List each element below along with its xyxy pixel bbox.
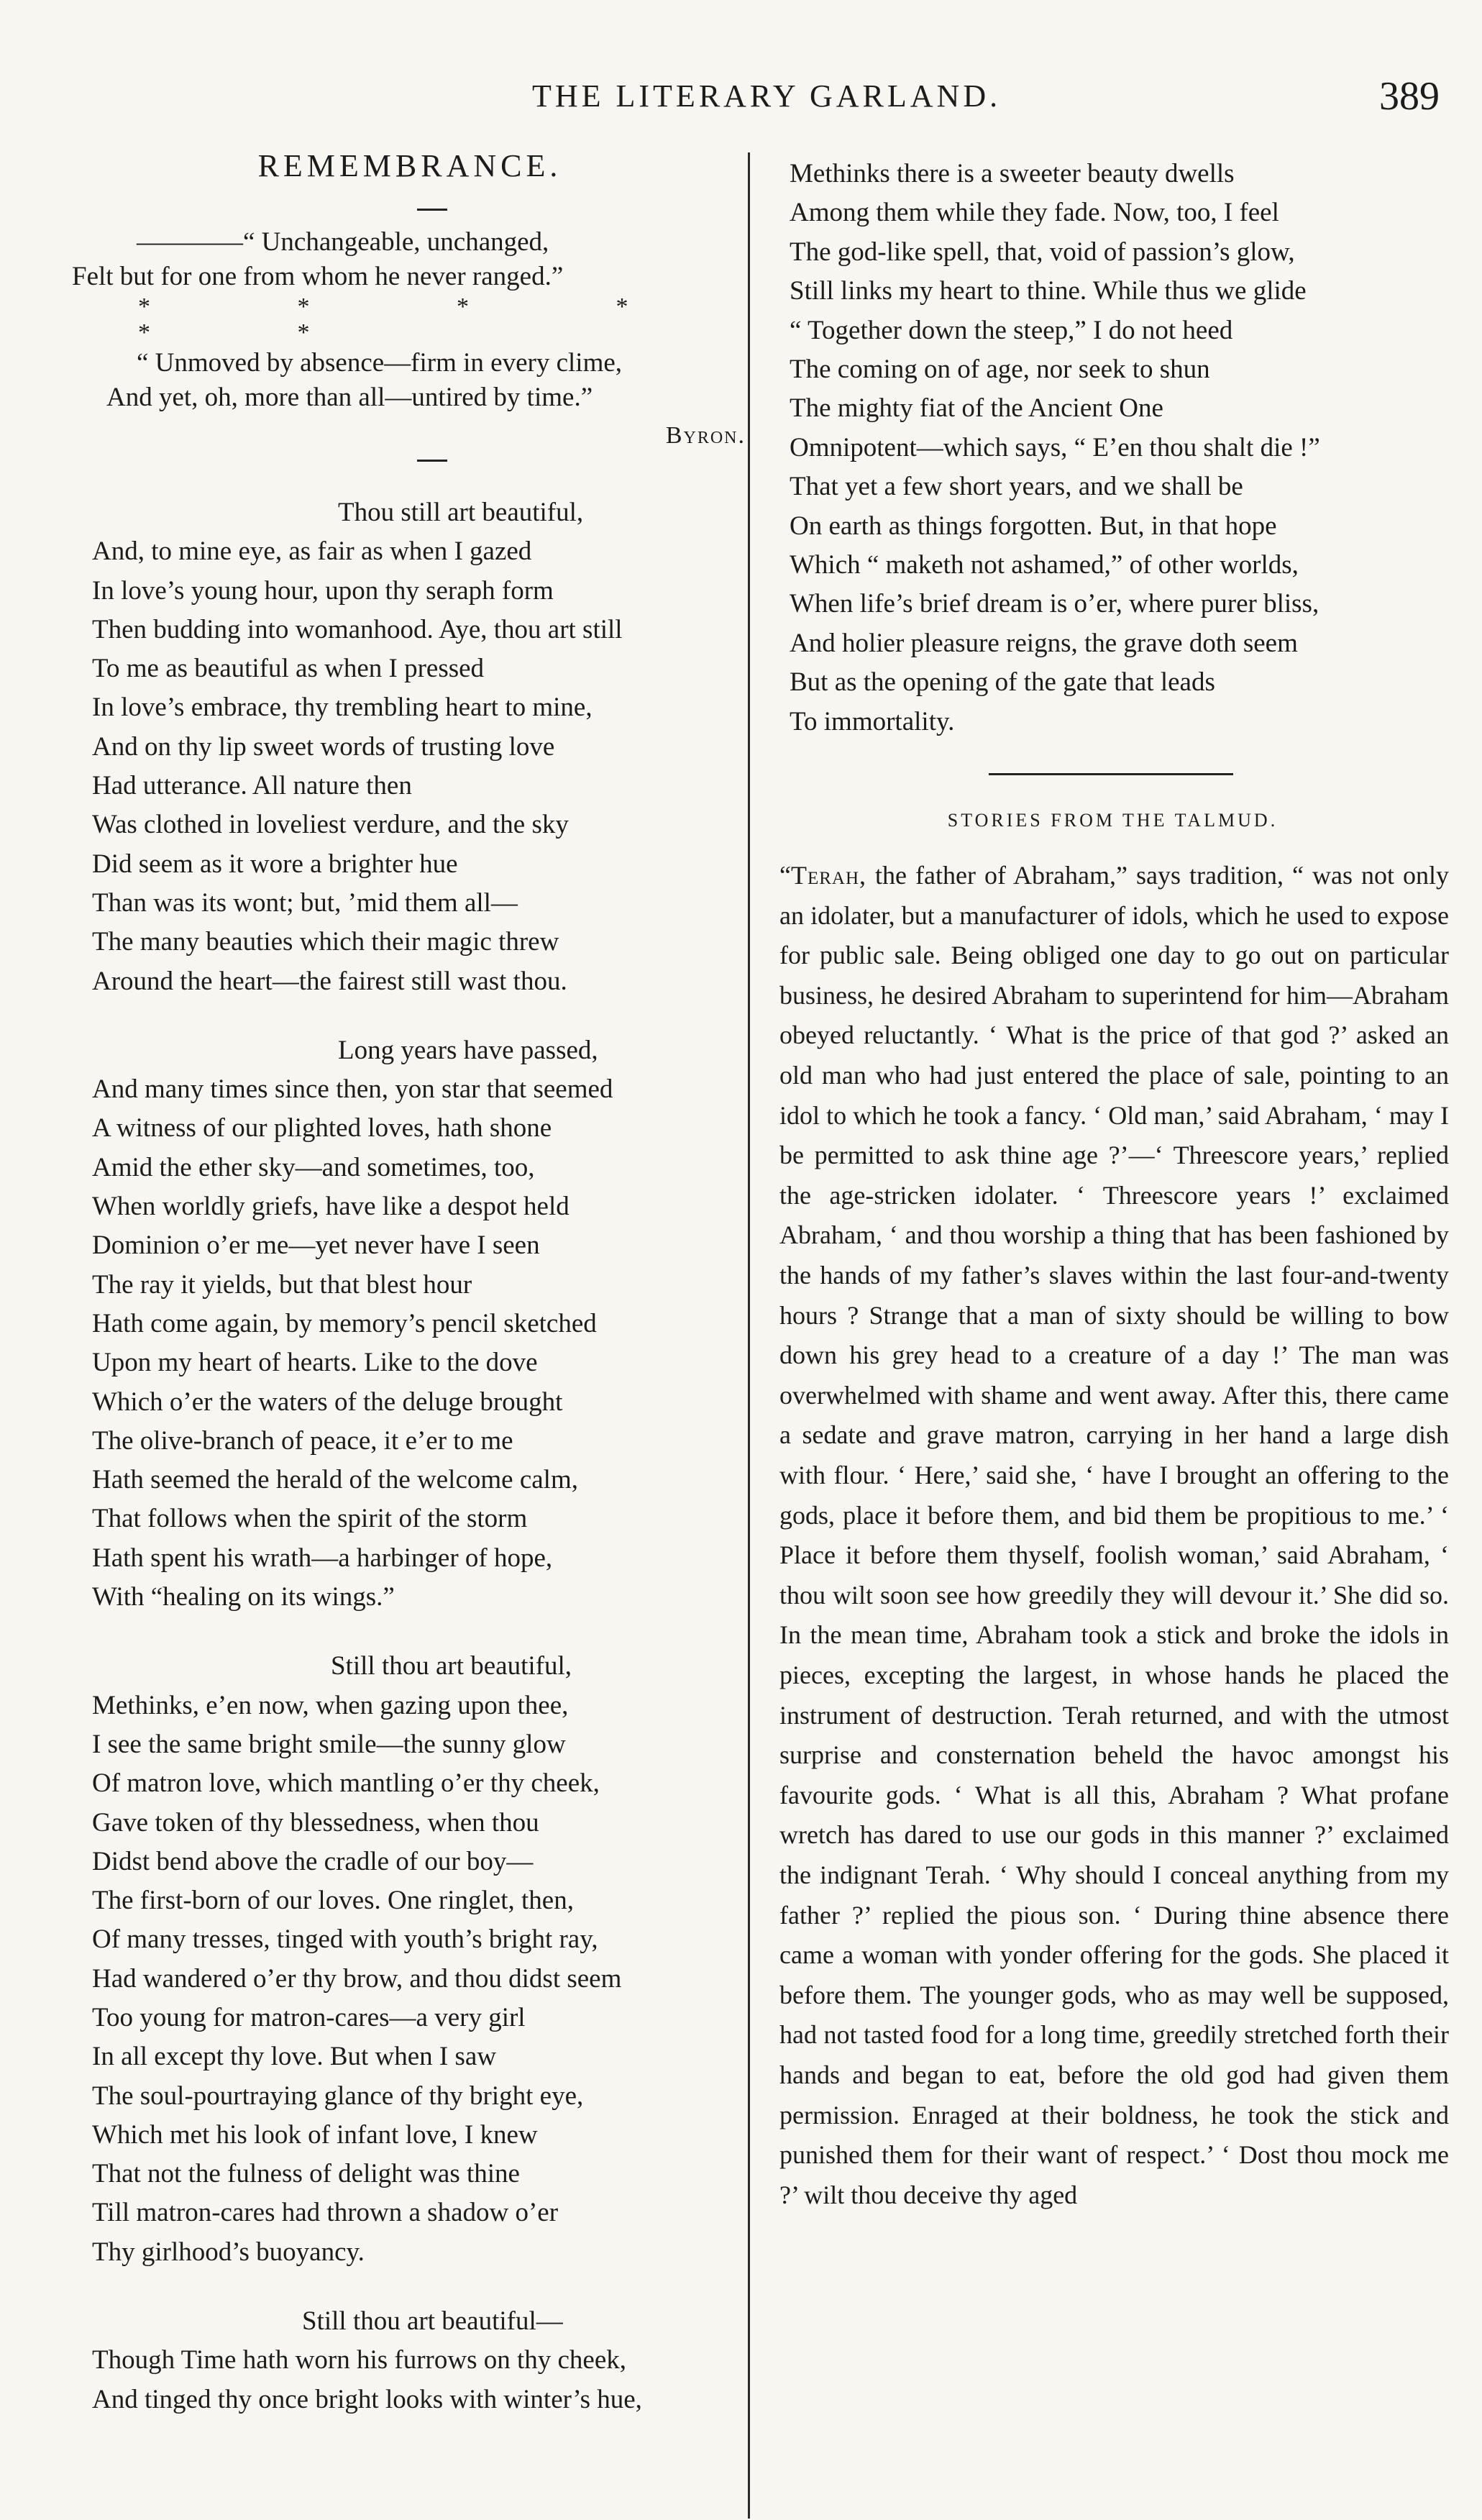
verse-line: The ray it yields, but that blest hour	[92, 1269, 472, 1300]
verse-line: Hath spent his wrath—a harbinger of hope,	[92, 1543, 553, 1573]
verse-line: Long years have passed,	[338, 1035, 598, 1065]
verse-line: Though Time hath worn his furrows on thy cheek,	[92, 2345, 627, 2375]
verse-line: Dominion o’er me—yet never have I seen	[92, 1231, 540, 1261]
verse-line: Hath seemed the herald of the welcome calm,	[92, 1465, 578, 1495]
story-first-word: Terah,	[790, 861, 867, 890]
verse-line: And on thy lip sweet words of trusting love	[92, 731, 555, 762]
title-rule	[417, 209, 447, 211]
verse-line: The coming on of age, nor seek to shun	[790, 355, 1210, 385]
verse-line: Did seem as it wore a brighter hue	[92, 849, 458, 879]
verse-line: Which o’er the waters of the deluge brought	[92, 1387, 563, 1417]
verse-line: To me as beautiful as when I pressed	[92, 654, 485, 684]
verse-line: With “healing on its wings.”	[92, 1582, 395, 1612]
verse-line: Had utterance. All nature then	[92, 771, 412, 801]
verse-line: And holier pleasure reigns, the grave doth seem	[790, 628, 1298, 658]
verse-line: In all except thy love. But when I saw	[92, 2042, 497, 2072]
epigraph-line: And yet, oh, more than all—untired by time.”	[106, 383, 593, 412]
verse-line: Than was its wont; but, ’mid them all—	[92, 887, 518, 918]
verse-line: The mighty fiat of the Ancient One	[790, 393, 1163, 424]
epigraph-rule	[417, 460, 447, 462]
verse-line: When worldly griefs, have like a despot held	[92, 1192, 570, 1222]
verse-line: Methinks there is a sweeter beauty dwells	[790, 159, 1235, 188]
verse-line: When life’s brief dream is o’er, where purer bliss,	[790, 589, 1319, 619]
stanza-4	[72, 2302, 751, 2419]
poem-continuation	[777, 155, 1449, 741]
verse-line: Around the heart—the fairest still wast thou.	[92, 966, 567, 996]
epigraph-line: “ Unmoved by absence—firm in every clime,	[137, 348, 623, 378]
verse-line: “ Together down the steep,” I do not heed	[790, 315, 1233, 345]
epigraph-line: Felt but for one from whom he never ranged.”	[72, 262, 564, 291]
verse-line: That follows when the spirit of the storm	[92, 1504, 528, 1534]
verse-line: Still thou art beautiful—	[302, 2306, 563, 2337]
verse-line: To immortality.	[790, 706, 955, 736]
verse-line: In love’s young hour, upon thy seraph form	[92, 575, 554, 606]
verse-line: And many times since then, yon star that seemed	[92, 1074, 613, 1105]
verse-line: Still thou art beautiful,	[331, 1651, 572, 1681]
verse-line: The soul-pourtraying glance of thy bright eye,	[92, 2081, 584, 2111]
verse-line: Had wandered o’er thy brow, and thou didst seem	[92, 1963, 622, 1994]
verse-line: Gave token of thy blessedness, when thou	[92, 1807, 539, 1838]
verse-line: Then budding into womanhood. Aye, thou art still	[92, 614, 623, 644]
right-column	[777, 155, 1449, 2215]
verse-line: Thou still art beautiful,	[338, 498, 584, 527]
verse-line: Methinks, e’en now, when gazing upon thee,	[92, 1690, 569, 1720]
verse-line: Of matron love, which mantling o’er thy cheek,	[92, 1768, 600, 1799]
verse-line: Omnipotent—which says, “ E’en thou shalt die !”	[790, 432, 1320, 462]
epigraph-line: ————“ Unchangeable, unchanged,	[137, 227, 549, 257]
verse-line: Still links my heart to thine. While thus we glide	[790, 276, 1307, 306]
story-text: the father of Abraham,” says tradition, “ was not only an idolater, but a manufacturer of idols, which he used to expose for public sale. Being obliged one day to go out on particular business, he desired Abraham to superintend for him—Abraham obeyed reluctantly. ‘ What is the price of that god ?’ asked an old man who had just entered the place of sale, pointing to an idol to which he took a fancy. ‘ Old man,’ said Abraham, ‘ may I be permitted to ask thine age ?’—‘ Threescore years,’ replied the age-stricken idolater. ‘ Threescore years !’ exclaimed Abraham, ‘ and thou worship a thing that has been fashioned by the hands of my father’s slaves within the last four-and-twenty hours ? Strange that a man of sixty should be willing to bow down his grey head to a creature of a day !’ The man was overwhelmed with shame and went away. After this, there came a sedate and grave matron, carrying in her hand a large dish with flour. ‘ Here,’ said she, ‘ have I brought an offering to the gods, place it before them, and bid them be propitious to me.’ ‘ Place it before them thyself, foolish woman,’ said Abraham, ‘ thou wilt soon see how greedily they will devour it.’ She did so. In the mean time, Abraham took a stick and broke the idols in pieces, excepting the largest, in whose hands he placed the instrument of destruction. Terah returned, and with the utmost surprise and consternation beheld the havoc amongst his favourite gods. ‘ What is all this, Abraham ? What profane wretch has dared to use our gods in this manner ?’ exclaimed the indignant Terah. ‘ Why should I conceal anything from my father ?’ replied the pious son. ‘ During thine absence there came a woman with yonder offering for the gods. She placed it before them. The younger gods, who as may well be supposed, had not tasted food for a long time, greedily stretched forth their hands and began to eat, before the old god had given them permission. Enraged at their boldness, he took the stick and punished them for their want of respect.’ ‘ Dost thou mock me ?’ wilt thou deceive thy aged	[779, 861, 1449, 2209]
story-body: “Terah, the father of Abraham,” says tradition, “ was not only an idolater, but a manufacturer of idols, which he used to expose for public sale. Being obliged one day to go out on particular business, he desired Abraham to superintend for him—Abraham obeyed reluctantly. ‘ What is the price of that god ?’ asked an old man who had just entered the place of sale, pointing to an idol to which he took a fancy. ‘ Old man,’ said Abraham, ‘ may I be permitted to ask thine age ?’—‘ Threescore years,’ replied the age-stricken idolater. ‘ Threescore years !’ exclaimed Abraham, ‘ and thou worship a thing that has been fashioned by the hands of my father’s slaves within the last four-and-twenty hours ? Strange that a man of sixty should be willing to bow down his grey head to a creature of a day !’ The man was overwhelmed with shame and went away. After this, there came a sedate and grave matron, carrying in her hand a large dish with flour. ‘ Here,’ said she, ‘ have I brought an offering to the gods, place it before them, and bid them be propitious to me.’ ‘ Place it before them thyself, foolish woman,’ said Abraham, ‘ thou wilt soon see how greedily they will devour it.’ She did so. In the mean time, Abraham took a stick and broke the idols in pieces, excepting the largest, in whose hands he placed the instrument of destruction. Terah returned, and with the utmost surprise and consternation beheld the havoc amongst his favourite gods. ‘ What is all this, Abraham ? What profane wretch has dared to use our gods in this manner ?’ exclaimed the indignant Terah. ‘ Why should I conceal anything from my father ?’ replied the pious son. ‘ During thine absence there came a woman with yonder offering for the gods. She placed it before them. The younger gods, who as may well be supposed, had not tasted food for a long time, greedily stretched forth their hands and began to eat, before the old god had given them permission. Enraged at their boldness, he took the stick and punished them for their want of respect.’ ‘ Dost thou mock me ?’ wilt thou deceive thy aged	[779, 861, 1449, 2209]
poem-title: REMEMBRANCE.	[257, 148, 562, 183]
verse-line: That not the fulness of delight was thine	[92, 2159, 520, 2189]
left-column	[72, 147, 751, 2419]
section-rule	[989, 773, 1233, 775]
verse-line: The first-born of our loves. One ringlet, then,	[92, 1886, 574, 1916]
verse-line: The many beauties which their magic threw	[92, 927, 559, 957]
stanza-3	[72, 1647, 751, 2272]
epigraph	[72, 225, 751, 457]
verse-line: Amid the ether sky—and sometimes, too,	[92, 1152, 535, 1182]
page-header	[0, 74, 1482, 128]
verse-line: The god-like spell, that, void of passion’s glow,	[790, 237, 1295, 267]
verse-line: Too young for matron-cares—a very girl	[92, 2002, 526, 2032]
verse-line: On earth as things forgotten. But, in that hope	[790, 511, 1277, 541]
verse-line: That yet a few short years, and we shall be	[790, 472, 1243, 502]
verse-line: A witness of our plighted loves, hath shone	[92, 1113, 552, 1143]
verse-line: The olive-branch of peace, it e’er to me	[92, 1425, 513, 1456]
verse-line: Which “ maketh not ashamed,” of other worlds,	[790, 550, 1299, 580]
stanza-1	[72, 493, 751, 1001]
page-number: 389	[1379, 74, 1440, 119]
epigraph-attribution: Byron.	[665, 422, 746, 449]
verse-line: Of many tresses, tinged with youth’s bright ray,	[92, 1925, 598, 1955]
stanza-2	[72, 1031, 751, 1617]
epigraph-stars: * * * * * *	[138, 293, 699, 346]
verse-line: Hath come again, by memory’s pencil sketched	[92, 1308, 597, 1338]
verse-line: But as the opening of the gate that leads	[790, 667, 1215, 698]
verse-line: Till matron-cares had thrown a shadow o’er	[92, 2198, 559, 2228]
verse-line: Among them while they fade. Now, too, I feel	[790, 198, 1279, 228]
verse-line: Which met his look of infant love, I knew	[92, 2119, 538, 2150]
verse-line: Didst bend above the cradle of our boy—	[92, 1846, 534, 1876]
verse-line: Thy girlhood’s buoyancy.	[92, 2237, 365, 2267]
verse-line: In love’s embrace, thy trembling heart to mine,	[92, 693, 593, 723]
verse-line: Was clothed in loveliest verdure, and the sky	[92, 810, 569, 840]
running-head: THE LITERARY GARLAND.	[532, 78, 1002, 114]
verse-line: Upon my heart of hearts. Like to the dove	[92, 1348, 538, 1378]
verse-line: And, to mine eye, as fair as when I gazed	[92, 537, 532, 567]
verse-line: And tinged thy once bright looks with winter’s hue,	[92, 2384, 642, 2414]
story-title: STORIES FROM THE TALMUD.	[947, 810, 1279, 831]
verse-line: I see the same bright smile—the sunny glow	[92, 1729, 566, 1759]
